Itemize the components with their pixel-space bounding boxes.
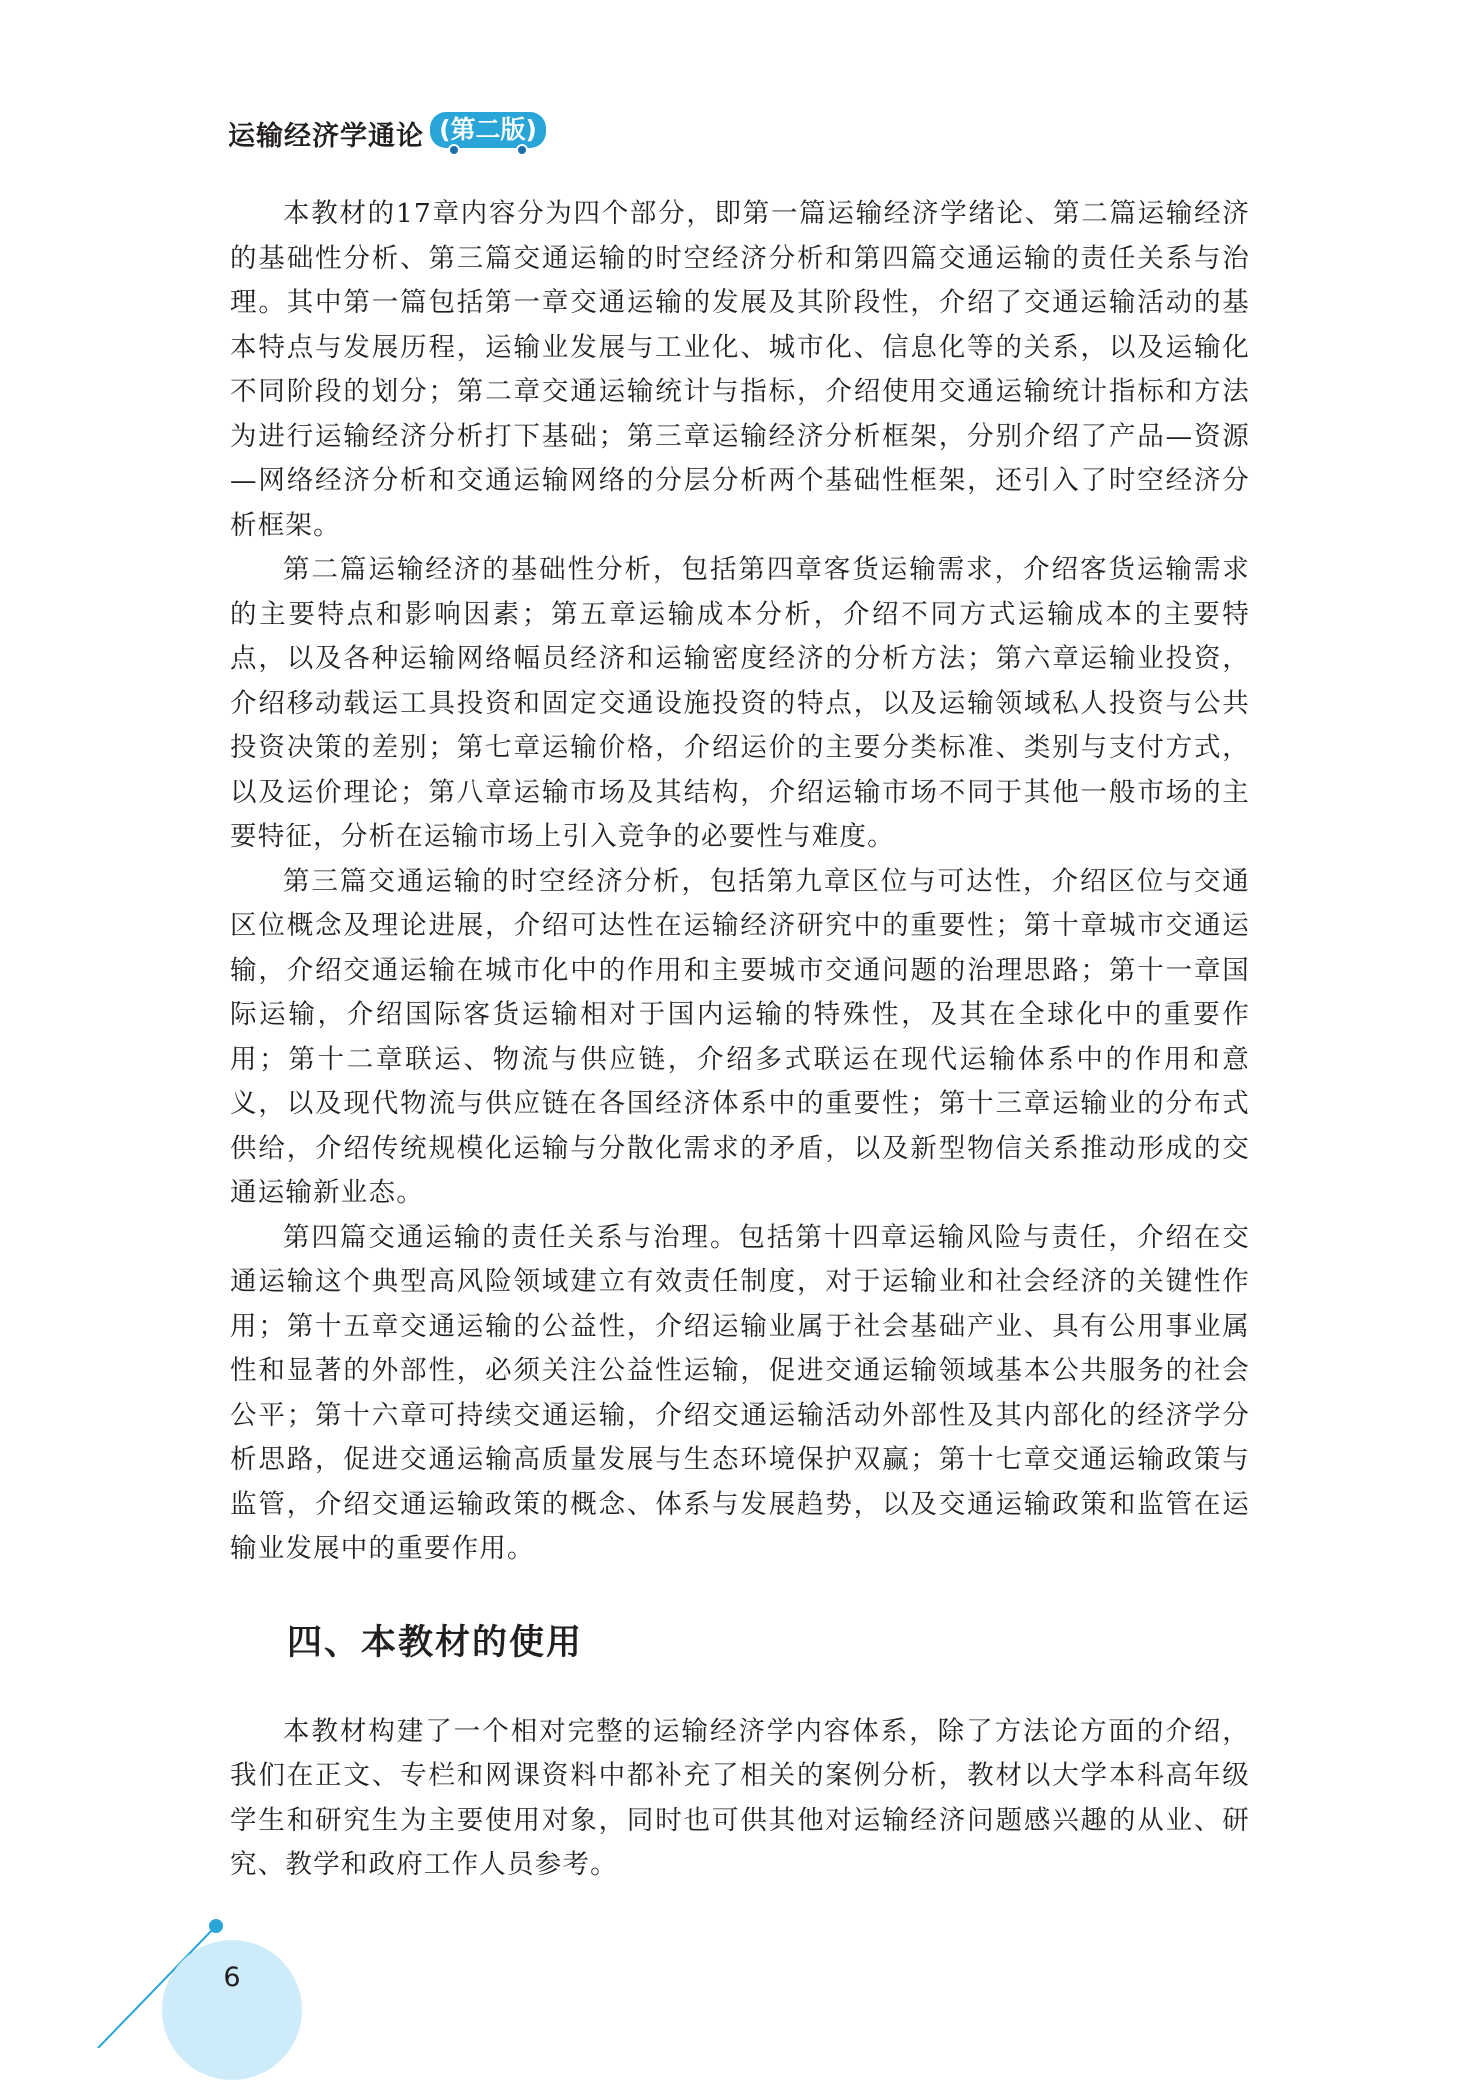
wheel-left-icon <box>448 144 460 156</box>
page-number: 6 <box>223 1962 241 1993</box>
paragraph-part-four: 第四篇交通运输的责任关系与治理。包括第十四章运输风险与责任，介绍在交通运输这个典型高风险领域建立有效责任制度，对于运输业和社会经济的关键性作用；第十五章交通运输的公益性，介绍运输业属于社会基础产业、具有公用事业属性和显著的外部性，必须关注公益性运输，促进交通运输领域基本公共服务的社会公平；第十六章可持续交通运输，介绍交通运输活动外部性及其内部化的经济学分析思路，促进交通运输高质量发展与生态环境保护双赢；第十七章交通运输政策与监管，介绍交通运输政策的概念、体系与发展趋势，以及交通运输政策和监管在运输业发展中的重要作用。 <box>230 1221 1250 1564</box>
book-title: 运输经济学通论 <box>228 120 424 152</box>
page-body <box>230 192 1250 1888</box>
edition-label: (第二版) <box>430 112 546 148</box>
wheel-right-icon <box>516 144 528 156</box>
paragraph-usage: 本教材构建了一个相对完整的运输经济学内容体系，除了方法论方面的介绍，我们在正文、专栏和网课资料中都补充了相关的案例分析，教材以大学本科高年级学生和研究生为主要使用对象，同时也可供其他对运输经济问题感兴趣的从业、研究、教学和政府工作人员参考。 <box>230 1715 1250 1880</box>
page-number-circle <box>162 1940 302 2080</box>
edition-badge <box>430 110 546 156</box>
section-heading: 四、本教材的使用 <box>287 1622 584 1663</box>
decorative-dot <box>209 1919 223 1933</box>
paragraph-part-two: 第二篇运输经济的基础性分析，包括第四章客货运输需求，介绍客货运输需求的主要特点和影响因素；第五章运输成本分析，介绍不同方式运输成本的主要特点，以及各种运输网络幅员经济和运输密度经济的分析方法；第六章运输业投资，介绍移动载运工具投资和固定交通设施投资的特点，以及运输领域私人投资与公共投资决策的差别；第七章运输价格，介绍运价的主要分类标准、类别与支付方式，以及运价理论；第八章运输市场及其结构，介绍运输市场不同于其他一般市场的主要特征，分析在运输市场上引入竞争的必要性与难度。 <box>230 554 1250 852</box>
running-header <box>228 108 546 158</box>
paragraph-overview: 本教材的17章内容分为四个部分，即第一篇运输经济学绪论、第二篇运输经济的基础性分析、第三篇交通运输的时空经济分析和第四篇交通运输的责任关系与治理。其中第一篇包括第一章交通运输的发展及其阶段性，介绍了交通运输活动的基本特点与发展历程，运输业发展与工业化、城市化、信息化等的关系，以及运输化不同阶段的划分；第二章交通运输统计与指标，介绍使用交通运输统计指标和方法为进行运输经济分析打下基础；第三章运输经济分析框架，分别介绍了产品—资源—网络经济分析和交通运输网络的分层分析两个基础性框架，还引入了时空经济分析框架。 <box>230 198 1250 541</box>
paragraph-part-three: 第三篇交通运输的时空经济分析，包括第九章区位与可达性，介绍区位与交通区位概念及理论进展，介绍可达性在运输经济研究中的重要性；第十章城市交通运输，介绍交通运输在城市化中的作用和主要城市交通问题的治理思路；第十一章国际运输，介绍国际客货运输相对于国内运输的特殊性，及其在全球化中的重要作用；第十二章联运、物流与供应链，介绍多式联运在现代运输体系中的作用和意义，以及现代物流与供应链在各国经济体系中的重要性；第十三章运输业的分布式供给，介绍传统规模化运输与分散化需求的矛盾，以及新型物信关系推动形成的交通运输新业态。 <box>230 865 1250 1208</box>
